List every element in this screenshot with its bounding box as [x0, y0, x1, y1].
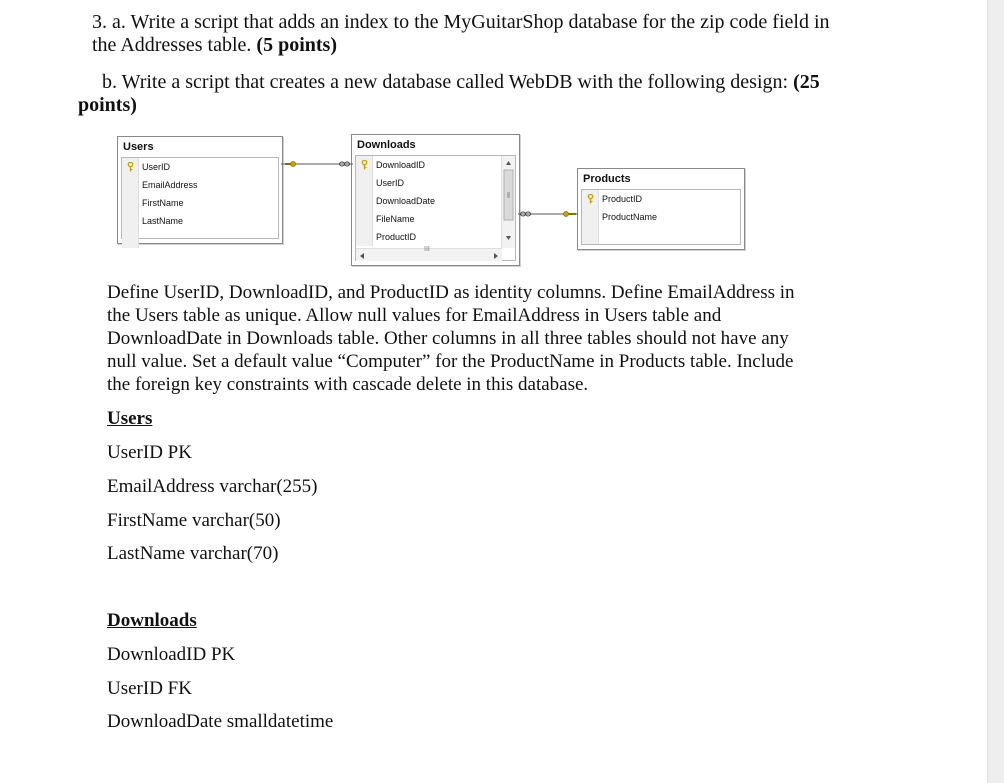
- users-row-emailaddress: [122, 176, 278, 194]
- products-table-body: [581, 189, 741, 245]
- primary-key-icon: [587, 194, 594, 204]
- downloads-column-downloaddate: DownloadDate: [376, 196, 436, 206]
- users-table-body: [121, 157, 279, 239]
- products-table: [577, 168, 745, 250]
- downloads-column-productid: ProductID: [376, 232, 417, 242]
- question-3b-line1: b. Write a script that creates a new database called WebDB with the following design: (25: [102, 71, 820, 93]
- users-row-userid: [122, 158, 278, 176]
- one-end-key-icon: [564, 212, 577, 217]
- instructions-line: null value. Set a default value “Computer” for the ProductName in Products table. Include: [107, 351, 794, 372]
- products-column-productid: ProductID: [602, 194, 643, 204]
- primary-key-icon: [361, 160, 368, 170]
- question-3a-line2: the Addresses table. (5 points): [92, 34, 337, 56]
- downloads-table: [351, 134, 520, 266]
- scroll-up-arrow-icon: [506, 161, 511, 165]
- instructions-line: the Users table as unique. Allow null values for EmailAddress in Users table and: [107, 305, 722, 326]
- question-3b: [78, 71, 820, 117]
- instructions-line: the foreign key constraints with cascade delete in this database.: [107, 374, 589, 395]
- products-row-productid: [582, 190, 740, 208]
- scroll-grip: III: [424, 246, 430, 253]
- downloads-table-body: [355, 155, 516, 261]
- users-field: UserID PK: [107, 442, 192, 463]
- downloads-vertical-scrollbar[interactable]: [501, 156, 515, 248]
- question-3a-line1: 3. a. Write a script that adds an index to the MyGuitarShop database for the zip code field in: [92, 11, 830, 33]
- downloads-column-userid: UserID: [376, 178, 405, 188]
- downloads-row-productid: [356, 228, 500, 246]
- users-column-userid: UserID: [142, 162, 171, 172]
- users-downloads-relationship: [281, 158, 353, 170]
- downloads-row-downloadid: [356, 156, 500, 174]
- downloads-horizontal-scrollbar[interactable]: [356, 248, 502, 261]
- users-field: FirstName varchar(50): [107, 510, 281, 531]
- scroll-down-arrow-icon: [506, 236, 511, 240]
- downloads-row-downloaddate: [356, 192, 500, 210]
- one-end-key-icon: [285, 162, 296, 167]
- users-field: LastName varchar(70): [107, 543, 279, 564]
- scroll-right-arrow-icon: [494, 253, 498, 259]
- users-column-emailaddress: EmailAddress: [142, 180, 198, 190]
- products-row-productname: [582, 208, 740, 226]
- downloads-field: DownloadDate smalldatetime: [107, 711, 334, 732]
- downloads-row-userid: [356, 174, 500, 192]
- scrollbar-graphics: [502, 156, 515, 248]
- users-heading: Users: [107, 408, 153, 429]
- users-table-title: Users: [123, 141, 154, 153]
- question-3b-points-b: points): [78, 94, 137, 116]
- users-table: [117, 136, 283, 244]
- users-row-lastname: [122, 212, 278, 230]
- question-3a: [92, 11, 830, 57]
- downloads-products-relationship: [518, 208, 578, 220]
- downloads-field: DownloadID PK: [107, 644, 236, 665]
- instructions-paragraph: [107, 281, 795, 396]
- downloads-heading: Downloads: [107, 610, 197, 631]
- users-column-firstname: FirstName: [142, 198, 184, 208]
- question-3b-points-a: (25: [793, 71, 820, 93]
- users-row-firstname: [122, 194, 278, 212]
- page-scrollbar[interactable]: [987, 0, 1004, 783]
- downloads-row-filename: [356, 210, 500, 228]
- downloads-field: UserID FK: [107, 678, 192, 699]
- products-table-title: Products: [583, 173, 631, 185]
- instructions-line: Define UserID, DownloadID, and ProductID as identity columns. Define EmailAddress in: [107, 282, 795, 303]
- scroll-left-arrow-icon: [360, 253, 364, 259]
- downloads-column-downloadid: DownloadID: [376, 160, 426, 170]
- instructions-line: DownloadDate in Downloads table. Other columns in all three tables should not have any: [107, 328, 789, 349]
- users-field: EmailAddress varchar(255): [107, 476, 318, 497]
- question-3b-line2: [78, 94, 820, 117]
- primary-key-icon: [127, 162, 134, 172]
- downloads-column-filename: FileName: [376, 214, 415, 224]
- products-row-empty: [582, 226, 740, 244]
- users-row-empty: [122, 230, 278, 248]
- users-column-lastname: LastName: [142, 216, 184, 226]
- downloads-table-title: Downloads: [357, 139, 416, 151]
- products-column-productname: ProductName: [602, 212, 658, 222]
- question-3a-points: (5 points): [256, 34, 337, 56]
